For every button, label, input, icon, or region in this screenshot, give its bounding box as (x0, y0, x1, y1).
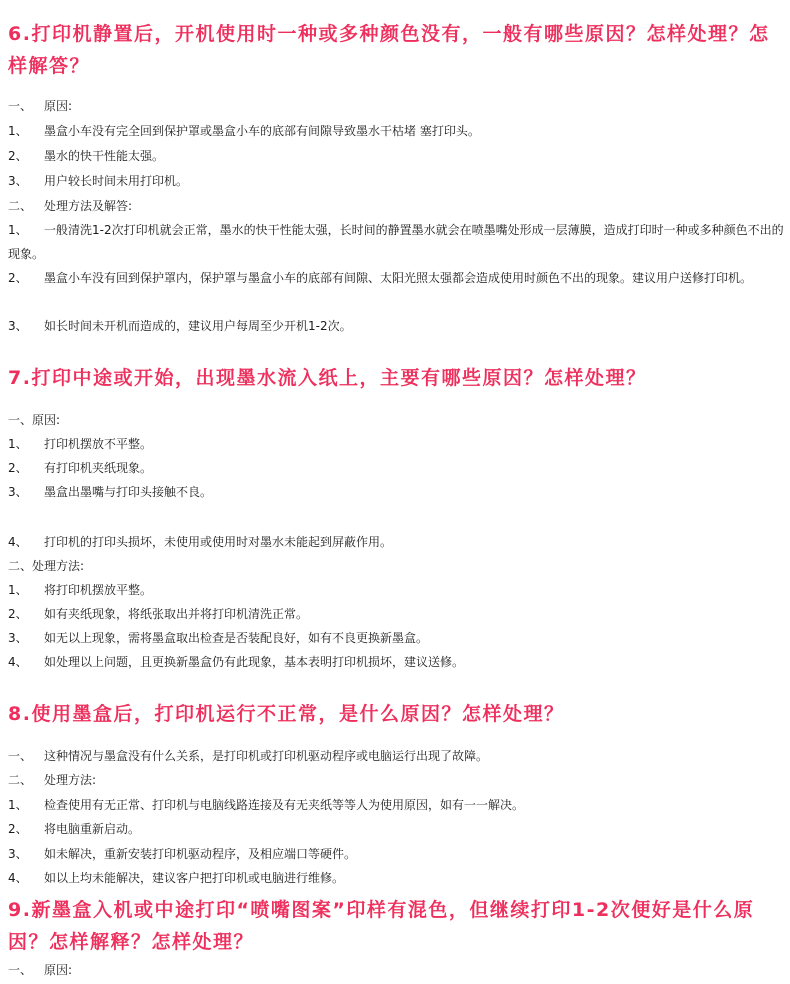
list-number: 2、 (8, 271, 28, 285)
list-text: 打印机的打印头损坏，未使用或使用时对墨水未能起到屏蔽作用。 (44, 535, 393, 549)
list-text: 如无以上现象，需将墨盒取出检查是否装配良好，如有不良更换新墨盒。 (44, 631, 429, 645)
list-number: 3、 (8, 847, 28, 861)
list-text: 一般清洗1-2次打印机就会正常，墨水的快干性能太强，长时间的静置墨水就会在喷墨嘴处形成一层薄膜，造成打印时一种或多种颜色不出的现象。 (8, 223, 784, 261)
list-number: 4、 (8, 871, 28, 885)
list-number: 4、 (8, 535, 28, 549)
list-number: 二、 (8, 199, 33, 213)
list-number: 3、 (8, 631, 28, 645)
list-number: 2、 (8, 149, 28, 163)
section-8-heading: 8.使用墨盒后，打印机运行不正常，是什么原因？怎样处理？ (8, 703, 565, 725)
list-number: 4、 (8, 655, 28, 669)
list-number: 一、 (8, 749, 33, 763)
list-text: 墨盒小车没有完全回到保护罩或墨盒小车的底部有间隙导致墨水干枯堵 塞打印头。 (44, 124, 480, 138)
s7-line-6 (8, 554, 786, 578)
list-number: 2、 (8, 607, 28, 621)
list-text: 这种情况与墨盒没有什么关系，是打印机或打印机驱动程序或电脑运行出现了故障。 (44, 749, 489, 763)
list-text: 处理方法及解答: (44, 199, 133, 213)
s7-line-9 (8, 626, 786, 650)
s8-line-4 (8, 817, 786, 841)
list-number: 3、 (8, 485, 28, 499)
list-text: 用户较长时间未用打印机。 (44, 174, 189, 188)
list-text: 处理方法: (44, 773, 97, 787)
list-number: 一、 (8, 963, 33, 977)
s6-line-8 (8, 314, 786, 338)
s7-line-7 (8, 578, 786, 602)
list-text: 如未解决，重新安装打印机驱动程序，及相应端口等硬件。 (44, 847, 357, 861)
section-9-heading: 9.新墨盒入机或中途打印“喷嘴图案”印样有混色，但继续打印1-2次便好是什么原因？怎样解释？怎样处理？ (8, 899, 755, 953)
list-text: 墨盒出墨嘴与打印头接触不良。 (44, 485, 213, 499)
list-text: 如有夹纸现象，将纸张取出并将打印机清洗正常。 (44, 607, 309, 621)
list-number: 1、 (8, 437, 28, 451)
s6-line-3 (8, 144, 786, 168)
list-number: 1、 (8, 583, 28, 597)
s8-line-2 (8, 768, 786, 792)
s6-line-7 (8, 266, 786, 290)
s7-line-4 (8, 480, 786, 504)
s7-line-1 (8, 408, 786, 432)
section-7-heading: 7.打印中途或开始，出现墨水流入纸上，主要有哪些原因？怎样处理？ (8, 367, 647, 389)
list-text: 将电脑重新启动。 (44, 822, 141, 836)
s8-line-6 (8, 866, 786, 890)
list-number: 1、 (8, 223, 28, 237)
s9-line-1 (8, 958, 786, 982)
s7-line-5 (8, 530, 786, 554)
section-6-heading: 6.打印机静置后，开机使用时一种或多种颜色没有，一般有哪些原因？怎样处理？怎样解答？ (8, 23, 770, 77)
list-number: 2、 (8, 822, 28, 836)
s7-line-3 (8, 456, 786, 480)
s6-line-1 (8, 94, 786, 118)
s7-line-2 (8, 432, 786, 456)
list-text: 墨水的快干性能太强。 (44, 149, 165, 163)
list-number: 二、 (8, 773, 33, 787)
list-text: 打印机摆放不平整。 (44, 437, 153, 451)
list-number: 1、 (8, 124, 28, 138)
list-number: 3、 (8, 174, 28, 188)
list-text: 一、原因: (8, 413, 61, 427)
list-number: 1、 (8, 798, 28, 812)
s6-line-5 (8, 194, 786, 218)
list-text: 原因: (44, 963, 73, 977)
s7-line-10 (8, 650, 786, 674)
list-text: 如处理以上问题，且更换新墨盒仍有此现象，基本表明打印机损坏，建议送修。 (44, 655, 465, 669)
s6-line-6 (8, 218, 786, 266)
list-number: 一、 (8, 99, 33, 113)
list-text: 如长时间未开机而造成的，建议用户每周至少开机1-2次。 (44, 319, 352, 333)
s8-line-3 (8, 793, 786, 817)
s6-line-2 (8, 119, 786, 143)
list-text: 墨盒小车没有回到保护罩内，保护罩与墨盒小车的底部有间隙、太阳光照太强都会造成使用时颜色不出的现象。建议用户送修打印机。 (44, 271, 753, 285)
s8-line-1 (8, 744, 786, 768)
list-number: 2、 (8, 461, 28, 475)
s7-line-8 (8, 602, 786, 626)
s6-line-4 (8, 169, 786, 193)
list-text: 二、处理方法: (8, 559, 85, 573)
list-number: 3、 (8, 319, 28, 333)
list-text: 检查使用有无正常、打印机与电脑线路连接及有无夹纸等等人为使用原因，如有一一解决。 (44, 798, 525, 812)
list-text: 如以上均未能解决，建议客户把打印机或电脑进行维修。 (44, 871, 345, 885)
list-text: 有打印机夹纸现象。 (44, 461, 153, 475)
list-text: 原因: (44, 99, 73, 113)
s8-line-5 (8, 842, 786, 866)
list-text: 将打印机摆放平整。 (44, 583, 153, 597)
